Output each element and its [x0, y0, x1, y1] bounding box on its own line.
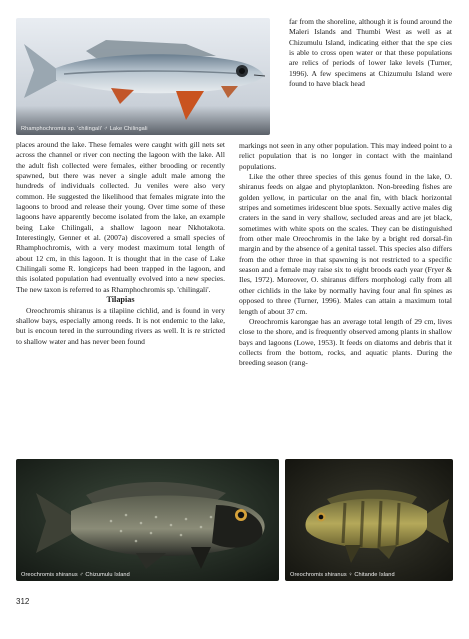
text-line: Island were found to have black head [289, 68, 452, 89]
text-line: Thumbi West as well as at Chizumulu [289, 27, 452, 47]
left-column-text [16, 140, 225, 347]
text-line: longer in contact with the mainland populations. [239, 151, 452, 171]
text-line: necting the lagoon with the lake. All the adult fish [16, 150, 225, 170]
text-line: Oreochromis shiranus is a tilapiine cichlid, and [26, 305, 176, 315]
page-number: 312 [16, 597, 30, 606]
right-column-top-text [289, 17, 452, 89]
text-line: found around the Maleri Islands and [289, 17, 452, 37]
photo-rhamphochromis [16, 18, 270, 135]
text-line: as Rhamphochromis sp. 'chilingali'. [103, 284, 211, 294]
photo-oreochromis-male [16, 459, 279, 581]
text-line: 1972). Moreover, O. shiranus differs morphologi [254, 275, 407, 285]
text-line: reeds. It is not endemic to the lake, but is encoun [16, 315, 225, 336]
text-line: Rhamphochromis, with a very modest maximum [16, 243, 179, 253]
text-line: yellow, in particular on the anal fin, with black [263, 192, 422, 202]
text-line: sometimes with white spots on the scales. They [239, 223, 390, 233]
text-line: veniles were also very common. He suggested the [16, 181, 225, 201]
text-line: total length of about 12 cm, in this lagoon. It is [16, 243, 225, 263]
text-line: that these populations are relics of [289, 48, 452, 68]
paragraph-feeding-coloration [239, 172, 452, 317]
text-line: likelihood that females migrate into the lagoons [16, 191, 225, 212]
text-line: (Turner, 1996). Males can attain a maximum total [294, 296, 452, 306]
oreochromis-female-fish-image [285, 459, 453, 581]
text-line: raise six to eight broods each year (Fryer & Iles, [239, 265, 452, 285]
paragraph-lagoons [16, 140, 225, 295]
paragraph-oreochromis-shiranus [16, 306, 225, 347]
text-line: stricted to shallow water and has never been found [16, 326, 226, 346]
text-line: Oreochromis karongae has an average total length [249, 316, 406, 326]
text-line: restricted to a specific season and a female may [239, 254, 452, 275]
text-line: R. longiceps had been trapped in the lagoon, and [68, 264, 225, 274]
text-line: Genner et al. (2007a) discovered a small species of [58, 233, 225, 243]
text-line: aquatic plants. During the breeding season (rang- [239, 347, 452, 368]
text-line: observed among plants in shallow bays and [239, 327, 452, 347]
text-line: places around the lake. These females were caught [16, 140, 175, 149]
text-line: Like the other three species of this genus [249, 172, 385, 182]
text-line: spots. Sexually active males dig craters in the sand [239, 203, 452, 223]
text-line: length of about 37 cm. [239, 306, 308, 316]
text-line: phytoplankton. Non-breeding fishes are golden [239, 182, 452, 202]
photo-caption-bottom-left: Oreochromis shiranus ♂ Chizumulu Island [21, 572, 130, 578]
text-line: periods of lower lake levels (Turner, [332, 58, 452, 68]
text-line: into a new species. The new taxon is referred to [16, 274, 225, 294]
text-line: horizontal stripes and sometimes iridescent blue [239, 192, 452, 213]
paragraph-oreochromis-karongae [239, 317, 452, 369]
text-line: in the lake by a bright red dorsal-fin margin and [239, 234, 452, 254]
text-line: by the absence of a genital tassel. This species also [275, 244, 433, 254]
text-line: a shallow lagoon near Nkhotakota. Interestingly, [16, 222, 226, 243]
photo-oreochromis-female [285, 459, 453, 581]
oreochromis-male-fish-image [16, 459, 279, 581]
text-line: among the hundreds of individuals collected. Ju [16, 171, 225, 191]
text-line: lagoons (Lowe, 1953). It feeds on diatoms and [268, 337, 414, 347]
text-line: markings not seen in any other population. This [239, 141, 387, 150]
text-line: may indeed point to a relict population that is no [239, 141, 452, 161]
text-line: cally from all other cichlids in the lake by normally [239, 275, 453, 295]
rhamphochromis-fish-image [16, 18, 270, 135]
paragraph-right-top [289, 17, 452, 89]
photo-caption-top: Rhamphochromis sp. 'chilingali' ♂ Lake Chilingali [21, 126, 148, 132]
text-line: found in the lake, O. shiranus feeds on algae and [239, 172, 452, 192]
text-line: collected were females, either brooding or recently [62, 160, 225, 170]
paragraph-relict-population [239, 141, 452, 172]
text-line: with gill nets set across the channel or river con [16, 140, 225, 160]
text-line: having four anal fin spines as opposed to three [239, 285, 453, 306]
text-line: thought that in the case of Lake Chilingali some [16, 253, 225, 274]
text-line: from the lake, an example being Lake Chilingali, [16, 212, 225, 232]
text-line: debris that it collects from the bottom, rocks, and [239, 337, 452, 357]
photo-caption-bottom-right: Oreochromis shiranus ♀ Chitande Island [290, 572, 395, 578]
text-line: this isolated population had eventually evolved [16, 274, 166, 284]
right-column-text [239, 141, 452, 369]
text-line: differs from the other three in that spawning is not [239, 244, 452, 264]
text-line: tered in the surrounding rivers as well. It is re [59, 326, 201, 336]
text-line: to brood and release their young. Over time some [42, 202, 201, 212]
text-line: spawned, but there was never a single adult male [16, 171, 191, 181]
text-line: cies is able to cross open water or [289, 37, 452, 58]
text-line: Island, indicating either that the spe [325, 37, 438, 47]
text-line: in very shallow, secluded areas and are jet black, [298, 213, 452, 223]
text-line: is found in very shallow bays, especially among [16, 305, 225, 325]
text-line: 1996). A few specimens at Chizumulu [289, 68, 416, 78]
text-line: far from the shoreline, although it is [289, 17, 401, 26]
text-line: of 29 cm, lives close to the shore, and is frequently [239, 316, 452, 337]
section-heading-tilapias: Tilapias [106, 295, 135, 305]
text-line: can be distinguished from other male Oreochromis [239, 223, 452, 244]
text-line: of these lagoons have apparently become isolated [16, 202, 225, 222]
